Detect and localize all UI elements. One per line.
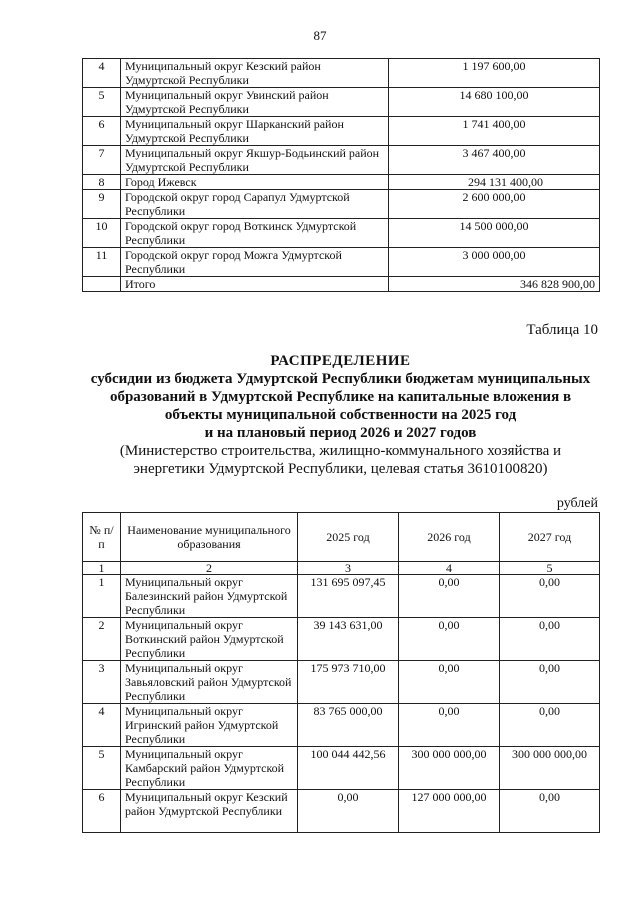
row-number: 6: [83, 117, 121, 146]
municipality-name: Муниципальный округ Камбарский район Удмуртской Республики: [121, 747, 298, 790]
heading-line: образований в Удмуртской Республике на капитальные вложения в: [109, 389, 572, 405]
amount-2027: 0,00: [500, 661, 600, 704]
amount-2027: 0,00: [500, 618, 600, 661]
table-row: [83, 618, 600, 661]
amount-cell: 1 741 400,00: [389, 117, 600, 146]
column-number: 2: [121, 562, 298, 575]
amount-cell: 14 680 100,00: [389, 88, 600, 117]
row-number: 4: [83, 59, 121, 88]
row-number: 7: [83, 146, 121, 175]
municipality-name: Муниципальный округ Игринский район Удмуртской Республики: [121, 704, 298, 747]
total-row: [83, 277, 600, 292]
amount-2025: 39 143 631,00: [298, 618, 399, 661]
column-number: 4: [399, 562, 500, 575]
municipality-name: Муниципальный округ Якшур-Бодьинский район Удмуртской Республики: [121, 146, 389, 175]
row-number: 10: [83, 219, 121, 248]
amount-2026: 0,00: [399, 661, 500, 704]
heading-line: объекты муниципальной собственности на 2025 год: [164, 407, 517, 423]
row-number: 5: [83, 88, 121, 117]
table-row: [83, 661, 600, 704]
municipality-name: Муниципальный округ Увинский район Удмуртской Республики: [121, 88, 389, 117]
table-row: [83, 575, 600, 618]
amount-2027: 300 000 000,00: [500, 747, 600, 790]
continuation-table: [82, 58, 600, 292]
row-number: [83, 277, 121, 292]
row-number: 8: [83, 175, 121, 190]
row-number: 9: [83, 190, 121, 219]
amount-2026: 0,00: [399, 575, 500, 618]
table-row: [83, 190, 600, 219]
municipality-name: Город Ижевск: [121, 175, 389, 190]
column-numbers-row: [83, 562, 600, 575]
heading-title: РАСПРЕДЕЛЕНИЕ: [270, 353, 411, 369]
table-row: [83, 88, 600, 117]
amount-2027: 0,00: [500, 704, 600, 747]
table-row: [83, 248, 600, 277]
table-row: [83, 790, 600, 833]
page-number: 87: [313, 28, 327, 43]
amount-2025: 100 044 442,56: [298, 747, 399, 790]
heading-line: и на плановый период 2026 и 2027 годов: [204, 425, 477, 441]
table-caption: Таблица 10: [526, 322, 598, 338]
amount-2026: 300 000 000,00: [399, 747, 500, 790]
header-num: № п/п: [83, 513, 121, 562]
municipality-name: Муниципальный округ Кезский район Удмуртской Республики: [121, 59, 389, 88]
municipality-name: Муниципальный округ Завьяловский район Удмуртской Республики: [121, 661, 298, 704]
table-row: [83, 219, 600, 248]
heading-line: субсидии из бюджета Удмуртской Республики бюджетам муниципальных: [90, 371, 591, 387]
row-number: 2: [83, 618, 121, 661]
row-number: 6: [83, 790, 121, 833]
total-label: Итого: [121, 277, 389, 292]
amount-2026: 0,00: [399, 704, 500, 747]
document-heading: [82, 352, 599, 478]
units-label: рублей: [556, 496, 598, 511]
municipality-name: Городской округ город Сарапул Удмуртской Республики: [121, 190, 389, 219]
heading-note: (Министерство строительства, жилищно-коммунального хозяйства и: [119, 443, 562, 459]
table-row: [83, 117, 600, 146]
total-amount: 346 828 900,00: [389, 277, 600, 292]
column-number: 5: [500, 562, 600, 575]
municipality-name: Муниципальный округ Балезинский район Удмуртской Республики: [121, 575, 298, 618]
amount-2025: 175 973 710,00: [298, 661, 399, 704]
municipality-name: Городской округ город Воткинск Удмуртской Республики: [121, 219, 389, 248]
heading-note: энергетики Удмуртской Республики, целевая статья 3610100820): [133, 461, 548, 477]
table-row: [83, 59, 600, 88]
amount-2025: 131 695 097,45: [298, 575, 399, 618]
distribution-table: [82, 512, 600, 833]
amount-2027: 0,00: [500, 575, 600, 618]
amount-cell: 294 131 400,00: [389, 175, 600, 190]
municipality-name: Муниципальный округ Кезский район Удмуртской Республики: [121, 790, 298, 833]
municipality-name: Муниципальный округ Шарканский район Удмуртской Республики: [121, 117, 389, 146]
amount-cell: 14 500 000,00: [389, 219, 600, 248]
amount-cell: 1 197 600,00: [389, 59, 600, 88]
amount-2027: 0,00: [500, 790, 600, 833]
amount-cell: 3 000 000,00: [389, 248, 600, 277]
header-2026: 2026 год: [399, 513, 500, 562]
table-row: [83, 747, 600, 790]
table-row: [83, 704, 600, 747]
row-number: 11: [83, 248, 121, 277]
header-name: Наименование муниципального образования: [121, 513, 298, 562]
table-header-row: [83, 513, 600, 562]
row-number: 1: [83, 575, 121, 618]
amount-2026: 127 000 000,00: [399, 790, 500, 833]
header-2025: 2025 год: [298, 513, 399, 562]
municipality-name: Городской округ город Можга Удмуртской Республики: [121, 248, 389, 277]
header-2027: 2027 год: [500, 513, 600, 562]
amount-cell: 2 600 000,00: [389, 190, 600, 219]
table-row: [83, 175, 600, 190]
municipality-name: Муниципальный округ Воткинский район Удмуртской Республики: [121, 618, 298, 661]
row-number: 3: [83, 661, 121, 704]
amount-2026: 0,00: [399, 618, 500, 661]
amount-cell: 3 467 400,00: [389, 146, 600, 175]
column-number: 1: [83, 562, 121, 575]
column-number: 3: [298, 562, 399, 575]
amount-2025: 83 765 000,00: [298, 704, 399, 747]
row-number: 5: [83, 747, 121, 790]
table-row: [83, 146, 600, 175]
row-number: 4: [83, 704, 121, 747]
amount-2025: 0,00: [298, 790, 399, 833]
